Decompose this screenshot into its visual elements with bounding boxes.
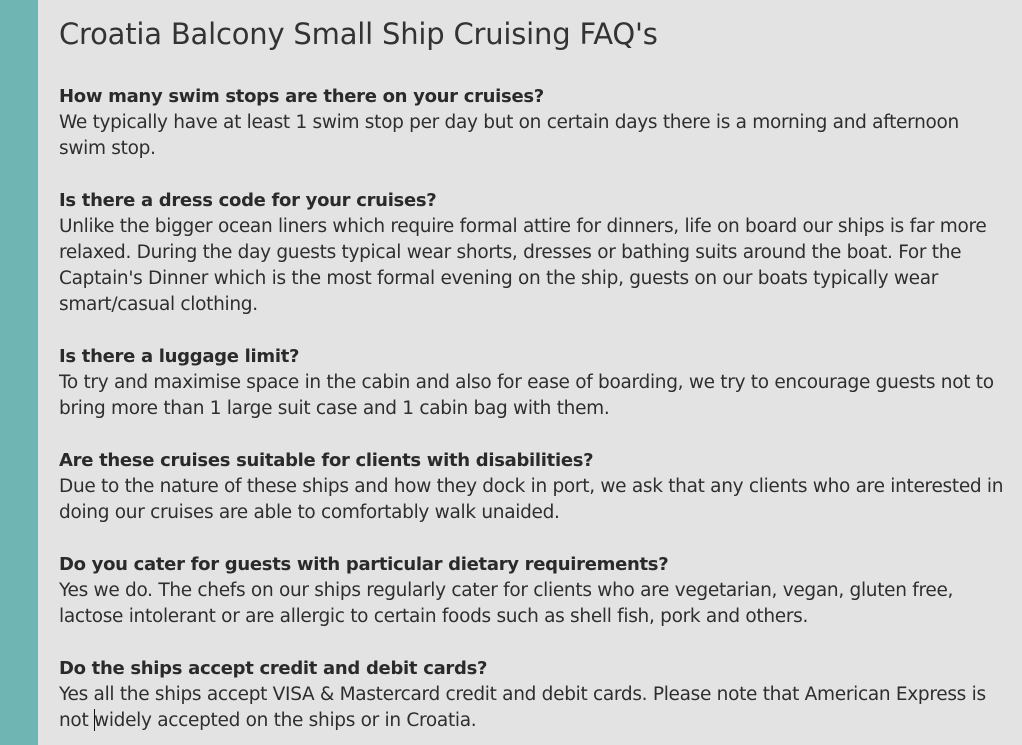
faq-answer: We typically have at least 1 swim stop per day but on certain days there is a morning and afternoon swim stop. (59, 112, 959, 159)
faq-item-cards (59, 656, 1004, 734)
faq-item-dietary (59, 552, 1004, 630)
faq-answer: Unlike the bigger ocean liners which require formal attire for dinners, life on board our ships is far more relaxed. During the day guests typical wear shorts, dresses or bathing suits around the boat. For the Captain's Dinner which is the most formal evening on the ship, guests on our boats typically wear smart/casual clothing. (59, 216, 987, 315)
faq-item-dress-code (59, 188, 1004, 318)
faq-answer: Due to the nature of these ships and how they dock in port, we ask that any clients who are interested in doing our cruises are able to comfortably walk unaided. (59, 476, 1004, 523)
faq-question: Do the ships accept credit and debit cards? (59, 658, 488, 679)
faq-content[interactable] (59, 14, 1004, 745)
faq-answer: Yes we do. The chefs on our ships regularly cater for clients who are vegetarian, vegan, gluten free, lactose intolerant or are allergic to certain foods such as shell fish, pork and others. (59, 580, 954, 627)
page-title: Croatia Balcony Small Ship Cruising FAQ's (59, 17, 658, 51)
faq-answer[interactable] (59, 682, 1004, 734)
faq-question: Do you cater for guests with particular dietary requirements? (59, 554, 669, 575)
accent-sidebar (0, 0, 38, 745)
faq-item-swim-stops (59, 84, 1004, 162)
faq-answer: To try and maximise space in the cabin and also for ease of boarding, we try to encourage guests not to bring more than 1 large suit case and 1 cabin bag with them. (59, 372, 994, 419)
faq-item-disabilities (59, 448, 1004, 526)
faq-item-luggage (59, 344, 1004, 422)
faq-answer-text-after-caret: widely accepted on the ships or in Croatia. (93, 710, 477, 731)
faq-question: Is there a dress code for your cruises? (59, 190, 437, 211)
faq-answer-text-before-caret: Yes all the ships accept VISA & Mastercard credit and debit cards. Please note that American Express is not (59, 684, 986, 731)
faq-question: Is there a luggage limit? (59, 346, 300, 367)
faq-question: Are these cruises suitable for clients with disabilities? (59, 450, 594, 471)
faq-question: How many swim stops are there on your cruises? (59, 86, 544, 107)
